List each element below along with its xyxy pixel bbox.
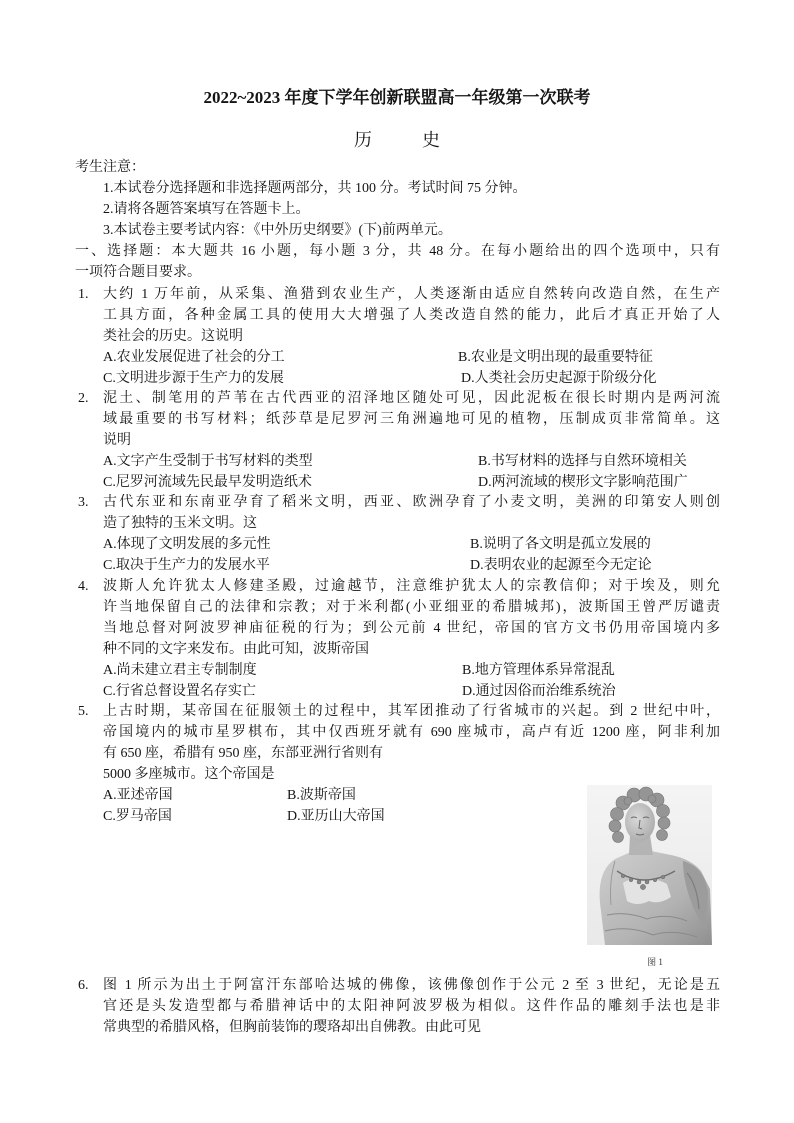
question-text-line: 造了独特的玉米文明。这 [103,516,257,531]
option-b: B.地方管理体系异常混乱 [462,663,615,678]
option-b: B.说明了各文明是孤立发展的 [470,537,651,552]
question-number: 1. [78,287,89,302]
question-text-line: 泥土、制笔用的芦苇在古代西亚的沼泽地区随处可见，因此泥板在很长时期内是两河流 [103,391,720,406]
subject-title: 历 史 [354,130,456,150]
exam-title: 2022~2023 年度下学年创新联盟高一年级第一次联考 [203,88,591,107]
question-4 [75,576,720,702]
option-c: C.取决于生产力的发展水平 [103,558,270,573]
question-text-line: 说明 [103,433,131,448]
section-heading-line: 一、选择题：本大题共 16 小题，每小题 3 分，共 48 分。在每小题给出的四个选项中，只有 [75,244,720,259]
question-number: 6. [78,978,89,993]
question-text-line: 官还是头发造型都与希腊神话中的太阳神阿波罗极为相似。这件作品的雕刻手法也是非 [103,999,720,1014]
question-text-line: 上古时期，某帝国在征服领土的过程中，其军团推动了行省城市的兴起。到 2 世纪中叶， [103,704,720,719]
option-row [103,660,720,681]
question-text-line: 工具方面，各种金属工具的使用大大增强了人类改造自然的能力，此后才真正开始了人 [103,308,720,323]
option-row [103,347,720,368]
question-text-line: 波斯人允许犹太人修建圣殿，过逾越节，注意维护犹太人的宗教信仰；对于埃及，则允 [103,579,720,594]
option-row [103,534,720,555]
option-row [103,472,720,493]
option-a: A.农业发展促进了社会的分工 [103,350,285,365]
question-3 [75,492,720,576]
question-text-line: 类社会的历史。这说明 [103,329,243,344]
option-a: A.体现了文明发展的多元性 [103,537,271,552]
option-row [103,368,720,389]
figure-1-buddha-statue-image [587,785,712,945]
option-a: A.尚未建立君主专制制度 [103,663,257,678]
question-text-line: 古代东亚和东南亚孕育了稻米文明，西亚、欧洲孕育了小麦文明，美洲的印第安人则创 [103,495,720,510]
option-a: A.亚述帝国 [103,788,173,803]
option-row [103,681,720,702]
option-a: A.文字产生受制于书写材料的类型 [103,454,313,469]
option-b: B.波斯帝国 [287,788,356,803]
option-d: D.人类社会历史起源于阶级分化 [461,371,657,386]
figure-caption: 图 1 [647,957,663,967]
candidate-notice [75,157,720,241]
option-d: D.通过因俗而治维系统治 [462,684,616,699]
notice-item: 1.本试卷分选择题和非选择题两部分，共 100 分。考试时间 75 分钟。 [103,181,527,196]
option-d: D.表明农业的起源至今无定论 [470,558,652,573]
option-b: B.农业是文明出现的最重要特征 [458,350,653,365]
section-heading-line: 一项符合题目要求。 [75,265,201,280]
option-c: C.文明进步源于生产力的发展 [103,371,284,386]
option-row [103,555,720,576]
question-text-line: 图 1 所示为出土于阿富汗东部哈达城的佛像，该佛像创作于公元 2 至 3 世纪，无论是五 [103,978,720,993]
question-text-line: 有 650 座，希腊有 950 座，东部亚洲行省则有 [103,746,383,761]
question-text-line: 大约 1 万年前，从采集、渔猎到农业生产，人类逐渐由适应自然转向改造自然，在生产 [103,287,720,302]
question-text-line: 5000 多座城市。这个帝国是 [103,767,275,782]
question-text-line: 帝国境内的城市星罗棋布，其中仅西班牙就有 690 座城市，高卢有近 1200 座，阿非利加 [103,725,720,740]
notice-item: 3.本试卷主要考试内容：《中外历史纲要》(下)前两单元。 [103,223,452,238]
question-text-line: 种不同的文字来发布。由此可知，波斯帝国 [103,642,369,657]
question-2 [75,388,720,493]
option-d: D.两河流域的楔形文字影响范围广 [478,475,688,490]
question-number: 5. [78,704,89,719]
option-c: C.尼罗河流域先民最早发明造纸术 [103,475,312,490]
question-number: 3. [78,495,89,510]
question-6 [75,975,720,1038]
question-number: 2. [78,391,89,406]
question-number: 4. [78,579,89,594]
option-c: C.行省总督设置名存实亡 [103,684,256,699]
section-heading [75,241,720,283]
question-text-line: 当地总督对阿波罗神庙征税的行为；到公元前 4 世纪，帝国的官方文书仍用帝国境内多 [103,621,720,636]
option-b: B.书写材料的选择与自然环境相关 [478,454,687,469]
option-row [103,451,720,472]
option-d: D.亚历山大帝国 [287,809,385,824]
option-c: C.罗马帝国 [103,809,172,824]
question-1 [75,284,720,389]
question-text-line: 域最重要的书写材料；纸莎草是尼罗河三角洲遍地可见的植物，压制成页非常简单。这 [103,412,720,427]
question-text-line: 许当地保留自己的法律和宗教；对于米利都(小亚细亚的希腊城邦)，波斯国王曾严厉谴责 [103,600,720,615]
notice-item: 2.请将各题答案填写在答题卡上。 [103,202,310,217]
notice-heading: 考生注意： [75,160,145,175]
question-text-line: 常典型的希腊风格，但胸前装饰的璎珞却出自佛教。由此可见 [103,1020,481,1035]
